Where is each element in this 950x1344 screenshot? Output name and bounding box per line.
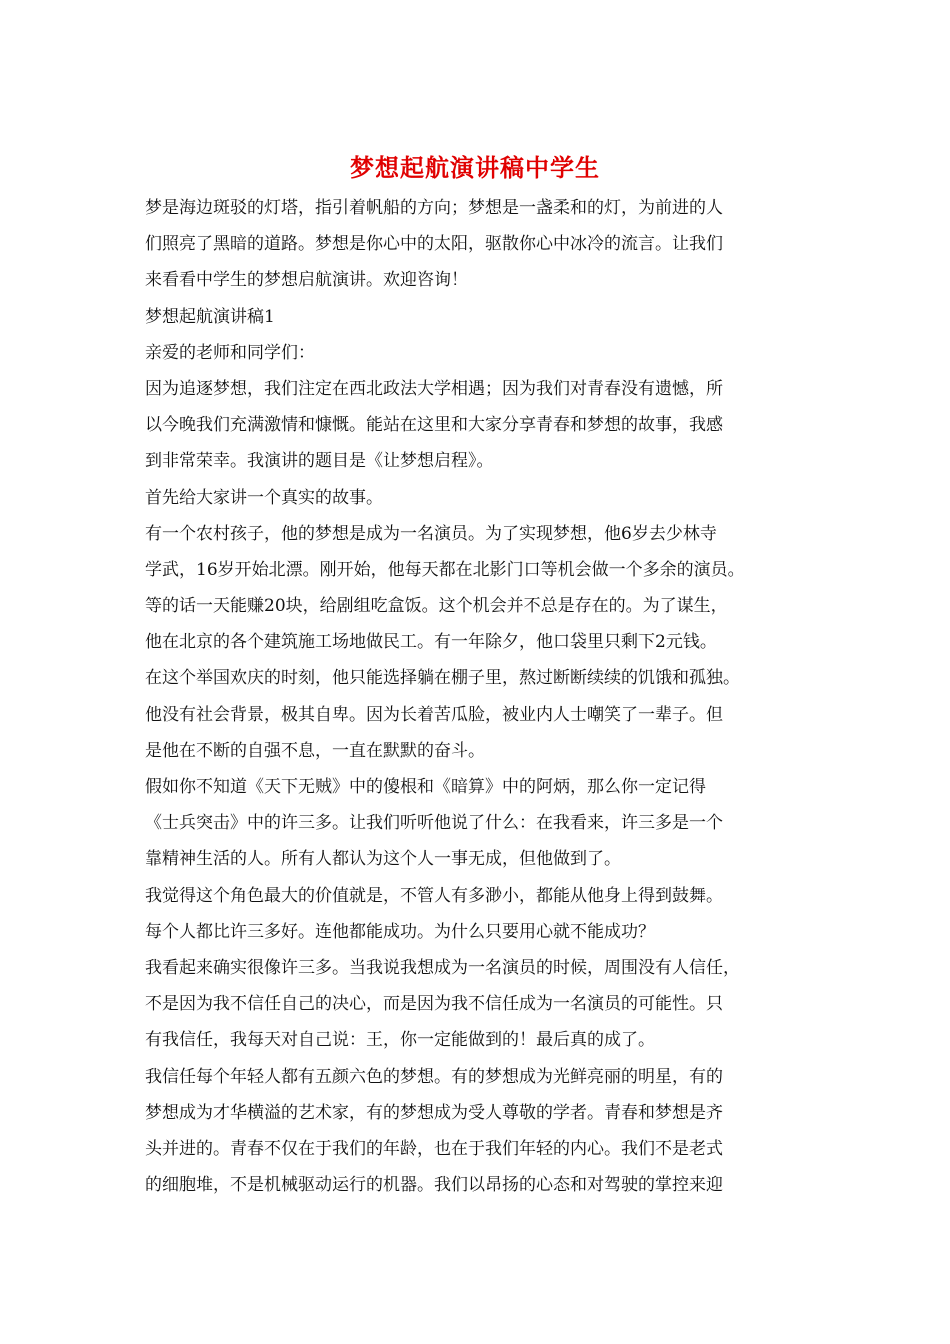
text-line: 他没有社会背景，极其自卑。因为长着苦瓜脸，被业内人士嘲笑了一辈子。但 bbox=[145, 704, 723, 725]
document-body bbox=[145, 190, 810, 1203]
text-line: 以今晚我们充满激情和慷慨。能站在这里和大家分享青春和梦想的故事，我感 bbox=[145, 415, 723, 436]
text-line: 是他在不断的自强不息，一直在默默的奋斗。 bbox=[145, 740, 485, 761]
text-line: 假如你不知道《天下无贼》中的傻根和《暗算》中的阿炳，那么你一定记得 bbox=[145, 777, 706, 797]
text-line: 梦想起航演讲稿1 bbox=[145, 306, 275, 327]
text-line: 的细胞堆，不是机械驱动运行的机器。我们以昂扬的心态和对驾驶的掌控来迎 bbox=[145, 1175, 723, 1196]
text-line: 亲爱的老师和同学们： bbox=[145, 342, 315, 363]
text-line: 他在北京的各个建筑施工场地做民工。有一年除夕，他口袋里只剩下2元钱。 bbox=[145, 632, 717, 653]
text-line: 我看起来确实很像许三多。当我说我想成为一名演员的时候，周围没有人信任， bbox=[145, 957, 740, 978]
text-line: 我觉得这个角色最大的价值就是，不管人有多渺小，都能从他身上得到鼓舞。 bbox=[145, 885, 723, 906]
text-line: 每个人都比许三多好。连他都能成功。为什么只要用心就不能成功？ bbox=[145, 921, 655, 942]
text-line: 有一个农村孩子，他的梦想是成为一名演员。为了实现梦想，他6岁去少林寺 bbox=[145, 523, 717, 544]
text-line: 头并进的。青春不仅在于我们的年龄，也在于我们年轻的内心。我们不是老式 bbox=[145, 1138, 723, 1159]
document-title: 梦想起航演讲稿中学生 bbox=[350, 153, 600, 182]
text-line: 靠精神生活的人。所有人都认为这个人一事无成，但他做到了。 bbox=[145, 849, 621, 870]
text-line: 到非常荣幸。我演讲的题目是《让梦想启程》。 bbox=[145, 451, 494, 472]
text-line: 梦想成为才华横溢的艺术家，有的梦想成为受人尊敬的学者。青春和梦想是齐 bbox=[145, 1102, 723, 1123]
text-line: 学武，16岁开始北漂。刚开始，他每天都在北影门口等机会做一个多余的演员。 bbox=[145, 559, 745, 580]
text-line: 在这个举国欢庆的时刻，他只能选择躺在棚子里，熬过断断续续的饥饿和孤独。 bbox=[145, 668, 740, 689]
text-line: 首先给大家讲一个真实的故事。 bbox=[145, 487, 383, 508]
text-line: 《士兵突击》中的许三多。让我们听听他说了什么：在我看来，许三多是一个 bbox=[145, 813, 723, 834]
text-line: 不是因为我不信任自己的决心，而是因为我不信任成为一名演员的可能性。只 bbox=[145, 994, 723, 1015]
text-line: 我信任每个年轻人都有五颜六色的梦想。有的梦想成为光鲜亮丽的明星，有的 bbox=[145, 1066, 723, 1087]
text-line: 梦是海边斑驳的灯塔，指引着帆船的方向；梦想是一盏柔和的灯，为前进的人 bbox=[145, 198, 723, 218]
text-line: 因为追逐梦想，我们注定在西北政法大学相遇；因为我们对青春没有遗憾，所 bbox=[145, 378, 723, 399]
text-line: 来看看中学生的梦想启航演讲。欢迎咨询！ bbox=[145, 270, 468, 291]
text-line: 们照亮了黑暗的道路。梦想是你心中的太阳，驱散你心中冰冷的流言。让我们 bbox=[145, 234, 723, 255]
text-line: 等的话一天能赚20块，给剧组吃盒饭。这个机会并不总是存在的。为了谋生， bbox=[145, 596, 728, 617]
text-line: 有我信任，我每天对自己说：王，你一定能做到的！最后真的成了。 bbox=[145, 1030, 655, 1051]
